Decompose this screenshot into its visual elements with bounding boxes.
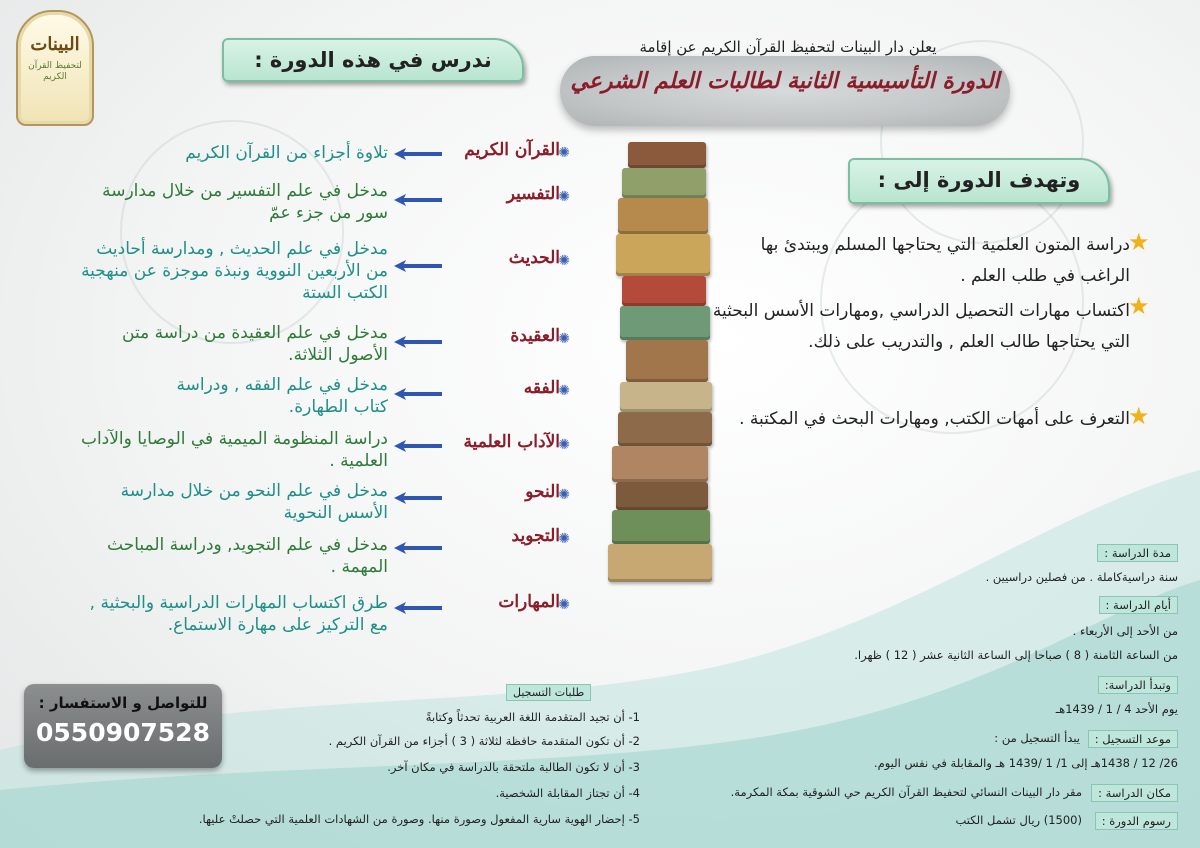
flower-bullet-icon: ✺ — [558, 597, 570, 613]
hours-value: من الساعة الثامنة ( 8 ) صباحا إلى الساعة الثانية عشر ( 12 ) ظهرا. — [854, 648, 1178, 662]
flower-bullet-icon: ✺ — [558, 487, 570, 503]
location-value: مقر دار البينات النسائي لتحفيظ القرآن الكريم حي الشوقية بمكة المكرمة. — [730, 785, 1082, 799]
arrow-left-icon — [392, 540, 444, 556]
book — [616, 234, 710, 276]
duration-label: مدة الدراسة : — [1097, 544, 1178, 562]
subject-name: المهارات — [498, 592, 560, 612]
goals-heading: وتهدف الدورة إلى : — [848, 158, 1110, 204]
subject-name: الآداب العلمية — [463, 432, 560, 452]
subject-description: مدخل في علم الحديث , ومدارسة أحاديث من الأربعين النووية ونبذة موجزة عن منهجية الكتب الستة — [81, 239, 388, 303]
book — [612, 446, 708, 482]
logo-name: البينات — [30, 34, 80, 55]
arrow-left-icon — [392, 192, 444, 208]
requirement-item: 4- أن تجتاز المقابلة الشخصية. — [495, 786, 640, 800]
requirement-item: 2- أن تكون المتقدمة حافظة لثلاثة ( 3 ) أجزاء من القرآن الكريم . — [328, 734, 640, 748]
book — [622, 168, 706, 198]
subject-description: مدخل في علم الفقه , ودراسة كتاب الطهارة. — [176, 375, 388, 417]
location-label: مكان الدراسة : — [1091, 784, 1178, 802]
flower-bullet-icon: ✺ — [558, 145, 570, 161]
contact-phone[interactable]: 0550907528 — [36, 718, 210, 747]
logo — [16, 10, 94, 126]
fees-label: رسوم الدورة : — [1095, 812, 1178, 830]
flower-bullet-icon: ✺ — [558, 189, 570, 205]
subject-name: القرآن الكريم — [464, 140, 560, 160]
arrow-left-icon — [392, 600, 444, 616]
flower-bullet-icon: ✺ — [558, 253, 570, 269]
subject-description: مدخل في علم التجويد, ودراسة المباحث المهمة . — [107, 535, 388, 577]
subject-description: دراسة المنظومة الميمية في الوصايا والآداب العلمية . — [80, 429, 388, 471]
days-label: أيام الدراسة : — [1099, 596, 1179, 614]
flower-bullet-icon: ✺ — [558, 331, 570, 347]
arrow-left-icon — [392, 146, 444, 162]
contact-label: للتواصل و الاستفسار : — [38, 694, 208, 712]
announcement-intro: يعلن دار البينات لتحفيظ القرآن الكريم عن إقامة — [639, 38, 937, 56]
book — [618, 412, 712, 446]
requirement-item: 1- أن تجيد المتقدمة اللغة العربية تحدثاً وكتابةً — [425, 710, 640, 724]
goal-item: اكتساب مهارات التحصيل الدراسي ,ومهارات الأسس البحثية التي يحتاجها طالب العلم , والتدريب على ذلك. — [712, 301, 1130, 352]
start-value: يوم الأحد 4 / 1 / 1439هـ — [1055, 702, 1178, 716]
book — [616, 482, 708, 510]
registration-value: 26/ 12 / 1438هـ إلى 1/ 1 /1439 هـ والمقابلة في نفس اليوم. — [873, 756, 1178, 770]
subject-description: مدخل في علم التفسير من خلال مدارسة سور من جزء عمّ — [102, 181, 388, 223]
book — [628, 142, 706, 168]
shooting-star-icon: ★ — [1128, 292, 1150, 320]
book — [608, 544, 712, 582]
arrow-left-icon — [392, 258, 444, 274]
duration-value: سنة دراسيةكاملة . من فصلين دراسيين . — [985, 570, 1178, 584]
book — [626, 340, 708, 382]
arrow-left-icon — [392, 386, 444, 402]
book — [620, 382, 712, 412]
course-title: الدورة التأسيسية الثانية لطالبات العلم الشرعي — [570, 68, 1000, 94]
shooting-star-icon: ★ — [1128, 228, 1150, 256]
requirement-item: 5- إحضار الهوية سارية المفعول وصورة منها. وصورة من الشهادات العلمية التي حصلتْ عليها. — [198, 812, 640, 826]
arrow-left-icon — [392, 334, 444, 350]
requirement-item: 3- أن لا تكون الطالبة ملتحقة بالدراسة في مكان آخر. — [387, 760, 640, 774]
shooting-star-icon: ★ — [1128, 402, 1150, 430]
book — [620, 306, 710, 340]
subject-description: تلاوة أجزاء من القرآن الكريم — [185, 143, 388, 163]
flower-bullet-icon: ✺ — [558, 531, 570, 547]
requirements-label: طلبات التسجيل — [506, 684, 591, 701]
subject-name: النحو — [525, 482, 560, 502]
subject-name: الفقه — [523, 378, 560, 398]
subject-description: مدخل في علم النحو من خلال مدارسة الأسس النحوية — [120, 481, 388, 523]
arrow-left-icon — [392, 490, 444, 506]
subject-description: طرق اكتساب المهارات الدراسية والبحثية , مع التركيز على مهارة الاستماع. — [89, 593, 388, 635]
subject-name: الحديث — [508, 248, 560, 268]
book — [622, 276, 706, 306]
days-value: من الأحد إلى الأربعاء . — [1072, 624, 1178, 638]
study-heading: ندرس في هذه الدورة : — [222, 38, 524, 82]
subject-name: التجويد — [511, 526, 560, 546]
book — [612, 510, 710, 544]
subject-name: العقيدة — [510, 326, 560, 346]
start-label: وتبدأ الدراسة: — [1098, 676, 1178, 694]
subject-description: مدخل في علم العقيدة من دراسة متن الأصول الثلاثة. — [122, 323, 388, 365]
contact-box — [24, 684, 222, 768]
fees-value: (1500) ريال تشمل الكتب — [955, 813, 1082, 827]
logo-subtitle: لتحفيظ القرآن الكريم — [28, 61, 82, 82]
subject-name: التفسير — [506, 184, 560, 204]
goal-item: دراسة المتون العلمية التي يحتاجها المسلم ويبتدئ بها الراغب في طلب العلم . — [760, 235, 1130, 286]
flower-bullet-icon: ✺ — [558, 383, 570, 399]
flower-bullet-icon: ✺ — [558, 437, 570, 453]
arrow-left-icon — [392, 438, 444, 454]
registration-label: موعد التسجيل : — [1088, 730, 1178, 748]
registration-start: يبدأ التسجيل من : — [994, 731, 1080, 745]
book — [618, 198, 708, 234]
goal-item: التعرف على أمهات الكتب, ومهارات البحث في المكتبة . — [739, 409, 1130, 429]
